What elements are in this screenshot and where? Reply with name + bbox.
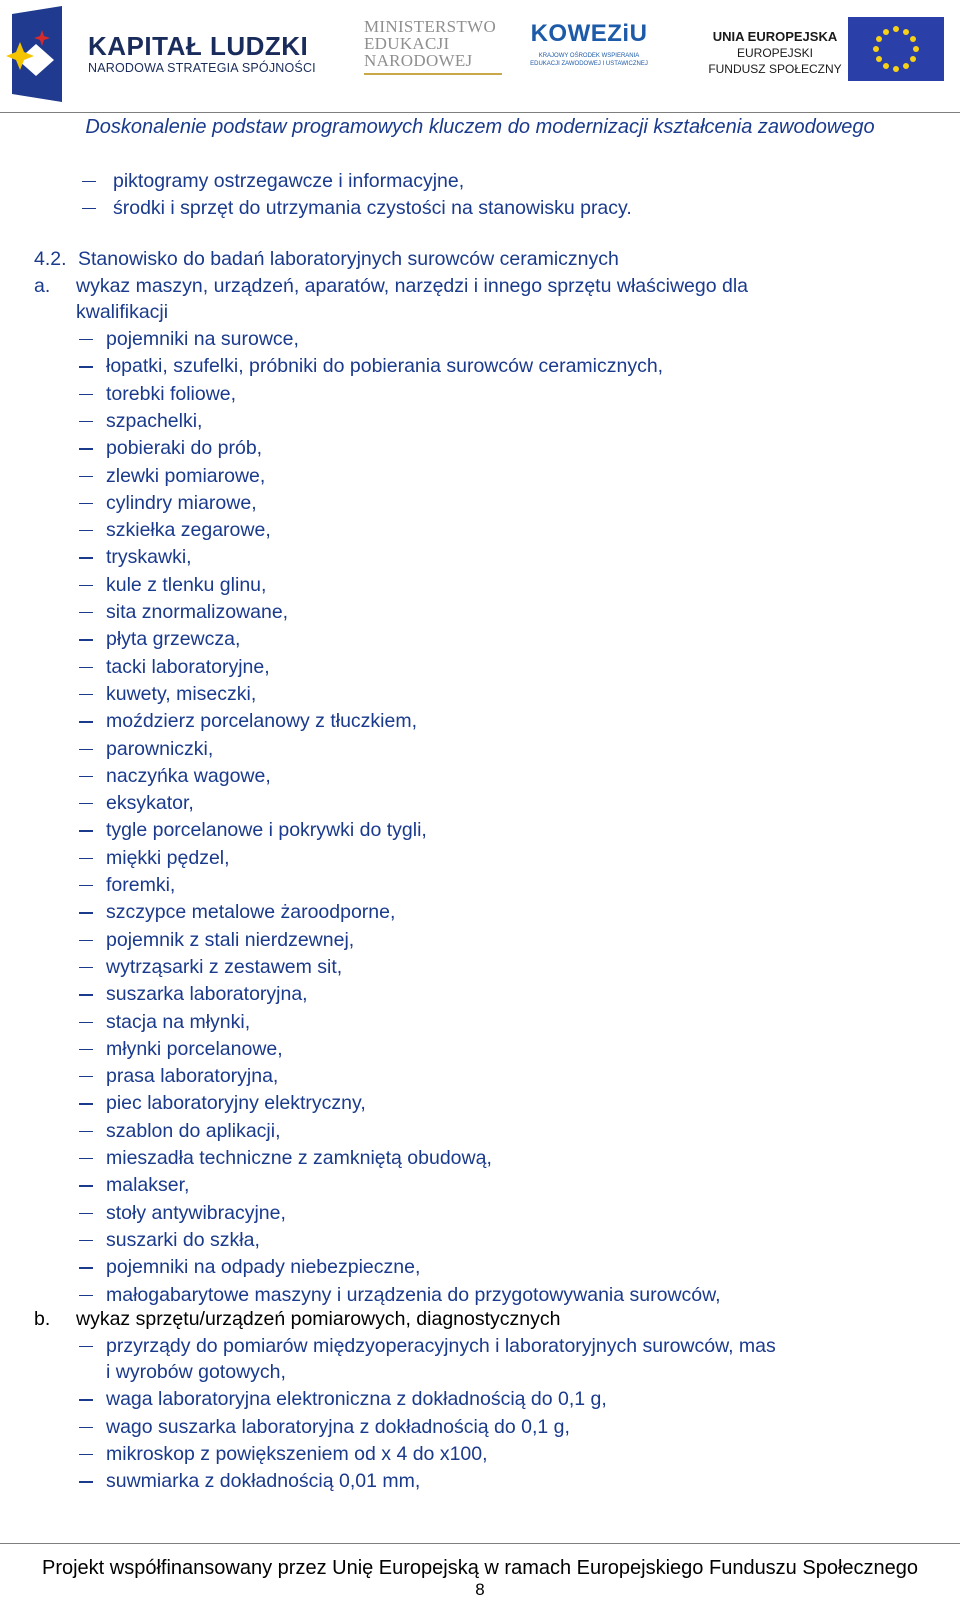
dash-icon — [79, 1103, 93, 1104]
dash-icon — [79, 612, 93, 613]
header-logos — [0, 0, 960, 112]
list-a-item: malakser, — [106, 1174, 190, 1197]
ministry-line-3: NARODOWEJ — [364, 51, 473, 70]
list-a-item: szablon do aplikacji, — [106, 1119, 281, 1142]
dash-icon — [79, 1049, 93, 1050]
dash-icon — [79, 1267, 93, 1268]
ministry-line-1: MINISTERSTWO — [364, 17, 497, 36]
dash-icon — [79, 639, 93, 640]
dash-icon — [79, 940, 93, 941]
eu-line-2: EUROPEJSKI — [736, 46, 814, 60]
list-a-heading-cont: kwalifikacji — [76, 301, 169, 323]
kapital-ludzki-logo — [4, 4, 316, 104]
kowezu-title: KOWEZiU — [530, 20, 648, 47]
dash-icon — [79, 448, 93, 449]
list-b-item: mikroskop z powiększeniem od x 4 do x100, — [106, 1442, 488, 1465]
list-a-item: łopatki, szufelki, próbniki do pobierania surowców ceramicznych, — [106, 355, 664, 378]
list-a-item: miękki pędzel, — [106, 846, 230, 869]
footer-text: Projekt współfinansowany przez Unię Europejską w ramach Europejskiego Funduszu Społecznego — [41, 1557, 919, 1579]
list-b-heading: wykaz sprzętu/urządzeń pomiarowych, diagnostycznych — [76, 1308, 561, 1330]
dash-icon — [79, 1076, 93, 1077]
list-a-marker: a. — [34, 275, 51, 297]
dash-icon — [79, 749, 93, 750]
list-a-item: suszarki do szkła, — [106, 1228, 260, 1251]
list-a-item: tacki laboratoryjne, — [106, 655, 270, 678]
dash-icon — [79, 585, 93, 586]
kowezu-logo — [528, 20, 650, 68]
dash-icon — [79, 912, 93, 913]
section-number: 4.2. — [34, 248, 67, 270]
header-divider — [0, 112, 960, 113]
section-title: Stanowisko do badań laboratoryjnych surowców ceramicznych — [78, 248, 619, 270]
list-a-item: pojemniki na surowce, — [106, 328, 299, 350]
kapital-ludzki-emblem — [4, 4, 68, 104]
list-a-item: torebki foliowe, — [106, 382, 237, 405]
dash-icon — [79, 366, 93, 367]
list-a-item: eksykator, — [106, 792, 194, 815]
list-a-item: parowniczki, — [106, 737, 214, 760]
intro-item: piktogramy ostrzegawcze i informacyjne, — [113, 170, 465, 192]
list-a-item: cylindry miarowe, — [106, 491, 257, 514]
list-a-item: pojemnik z stali nierdzewnej, — [106, 928, 355, 951]
kapital-ludzki-subtitle: NARODOWA STRATEGIA SPÓJNOŚCI — [88, 61, 316, 75]
dash-icon — [82, 208, 96, 209]
dash-icon — [79, 557, 93, 558]
list-a-item: sita znormalizowane, — [106, 601, 289, 623]
list-a-item: mieszadła techniczne z zamkniętą obudową, — [106, 1147, 492, 1169]
list-b-item: waga laboratoryjna elektroniczna z dokładnością do 0,1 g, — [106, 1388, 607, 1411]
list-a-item: piec laboratoryjny elektryczny, — [106, 1092, 366, 1115]
dash-icon — [79, 858, 93, 859]
list-b-marker: b. — [34, 1308, 51, 1330]
dash-icon — [79, 1240, 93, 1241]
ministry-logo — [364, 18, 502, 75]
list-a-item: kuwety, miseczki, — [106, 682, 257, 705]
dash-icon — [79, 1346, 93, 1347]
list-b-item: wago suszarka laboratoryjna z dokładnością do 0,1 g, — [106, 1415, 570, 1438]
dash-icon — [82, 181, 96, 182]
list-a-item: foremki, — [106, 874, 176, 896]
kowezu-subtitle-1: KRAJOWY OŚRODEK WSPIERANIA — [538, 53, 640, 59]
document-title: Doskonalenie podstaw programowych kluczem do modernizacji kształcenia zawodowego — [85, 116, 875, 138]
list-a-item: kule z tlenku glinu, — [106, 573, 267, 596]
dash-icon — [79, 421, 93, 422]
list-b-item: suwmiarka z dokładnością 0,01 mm, — [106, 1470, 421, 1493]
dash-icon — [79, 1131, 93, 1132]
footer-divider — [0, 1543, 960, 1544]
list-a-item: małogabarytowe maszyny i urządzenia do przygotowywania surowców, — [106, 1283, 721, 1306]
dash-icon — [79, 1185, 93, 1186]
dash-icon — [79, 776, 93, 777]
list-a-item: pojemniki na odpady niebezpieczne, — [106, 1256, 421, 1279]
eu-line-3: FUNDUSZ SPOŁECZNY — [708, 62, 842, 76]
dash-icon — [79, 803, 93, 804]
list-a-item: płyta grzewcza, — [106, 628, 241, 651]
kapital-ludzki-title: KAPITAŁ LUDZKI — [88, 31, 309, 61]
dash-icon — [79, 394, 93, 395]
eu-fund-logo — [704, 28, 846, 77]
dash-icon — [79, 476, 93, 477]
list-a-item: moździerz porcelanowy z tłuczkiem, — [106, 710, 418, 733]
dash-icon — [79, 1158, 93, 1159]
dash-icon — [79, 721, 93, 722]
dash-icon — [79, 1295, 93, 1296]
dash-icon — [79, 339, 93, 340]
intro-item: środki i sprzęt do utrzymania czystości na stanowisku pracy. — [113, 197, 632, 219]
dash-icon — [79, 503, 93, 504]
dash-icon — [79, 885, 93, 886]
dash-icon — [79, 694, 93, 695]
eu-flag-icon — [848, 17, 944, 81]
list-a-item: stoły antywibracyjne, — [106, 1201, 286, 1224]
dash-icon — [79, 530, 93, 531]
list-a-item: naczyńka wagowe, — [106, 764, 271, 787]
dash-icon — [79, 1213, 93, 1214]
dash-icon — [79, 667, 93, 668]
list-a-item: szkiełka zegarowe, — [106, 519, 271, 542]
ministry-line-2: EDUKACJI — [364, 34, 450, 53]
list-a-item: młynki porcelanowe, — [106, 1037, 283, 1060]
list-a-item: szpachelki, — [106, 409, 203, 432]
dash-icon — [79, 830, 93, 831]
kowezu-subtitle-2: EDUKACJI ZAWODOWEJ I USTAWICZNEJ — [530, 61, 648, 67]
list-a-heading: wykaz maszyn, urządzeń, aparatów, narzędzi i innego sprzętu właściwego dla — [76, 275, 749, 297]
list-b-item-cont: i wyrobów gotowych, — [106, 1361, 286, 1383]
list-a-item: zlewki pomiarowe, — [106, 464, 266, 487]
dash-icon — [79, 1399, 93, 1400]
page-number: 8 — [475, 1580, 485, 1599]
dash-icon — [79, 994, 93, 995]
list-b-item: przyrządy do pomiarów międzyoperacyjnych i laboratoryjnych surowców, mas — [106, 1335, 776, 1357]
dash-icon — [79, 1022, 93, 1023]
list-a-item: stacja na młynki, — [106, 1010, 251, 1033]
eu-line-1: UNIA EUROPEJSKA — [712, 29, 838, 44]
dash-icon — [79, 967, 93, 968]
list-a-item: tygle porcelanowe i pokrywki do tygli, — [106, 819, 427, 842]
dash-icon — [79, 1454, 93, 1455]
list-a-item: suszarka laboratoryjna, — [106, 983, 308, 1006]
list-a-item: pobieraki do prób, — [106, 437, 263, 460]
dash-icon — [79, 1481, 93, 1482]
list-a-item: prasa laboratoryjna, — [106, 1065, 279, 1088]
list-a-item: szczypce metalowe żaroodporne, — [106, 901, 396, 924]
ministry-rule — [364, 73, 502, 75]
dash-icon — [79, 1427, 93, 1428]
list-a-item: wytrząsarki z zestawem sit, — [106, 955, 343, 978]
list-a-item: tryskawki, — [106, 546, 192, 569]
